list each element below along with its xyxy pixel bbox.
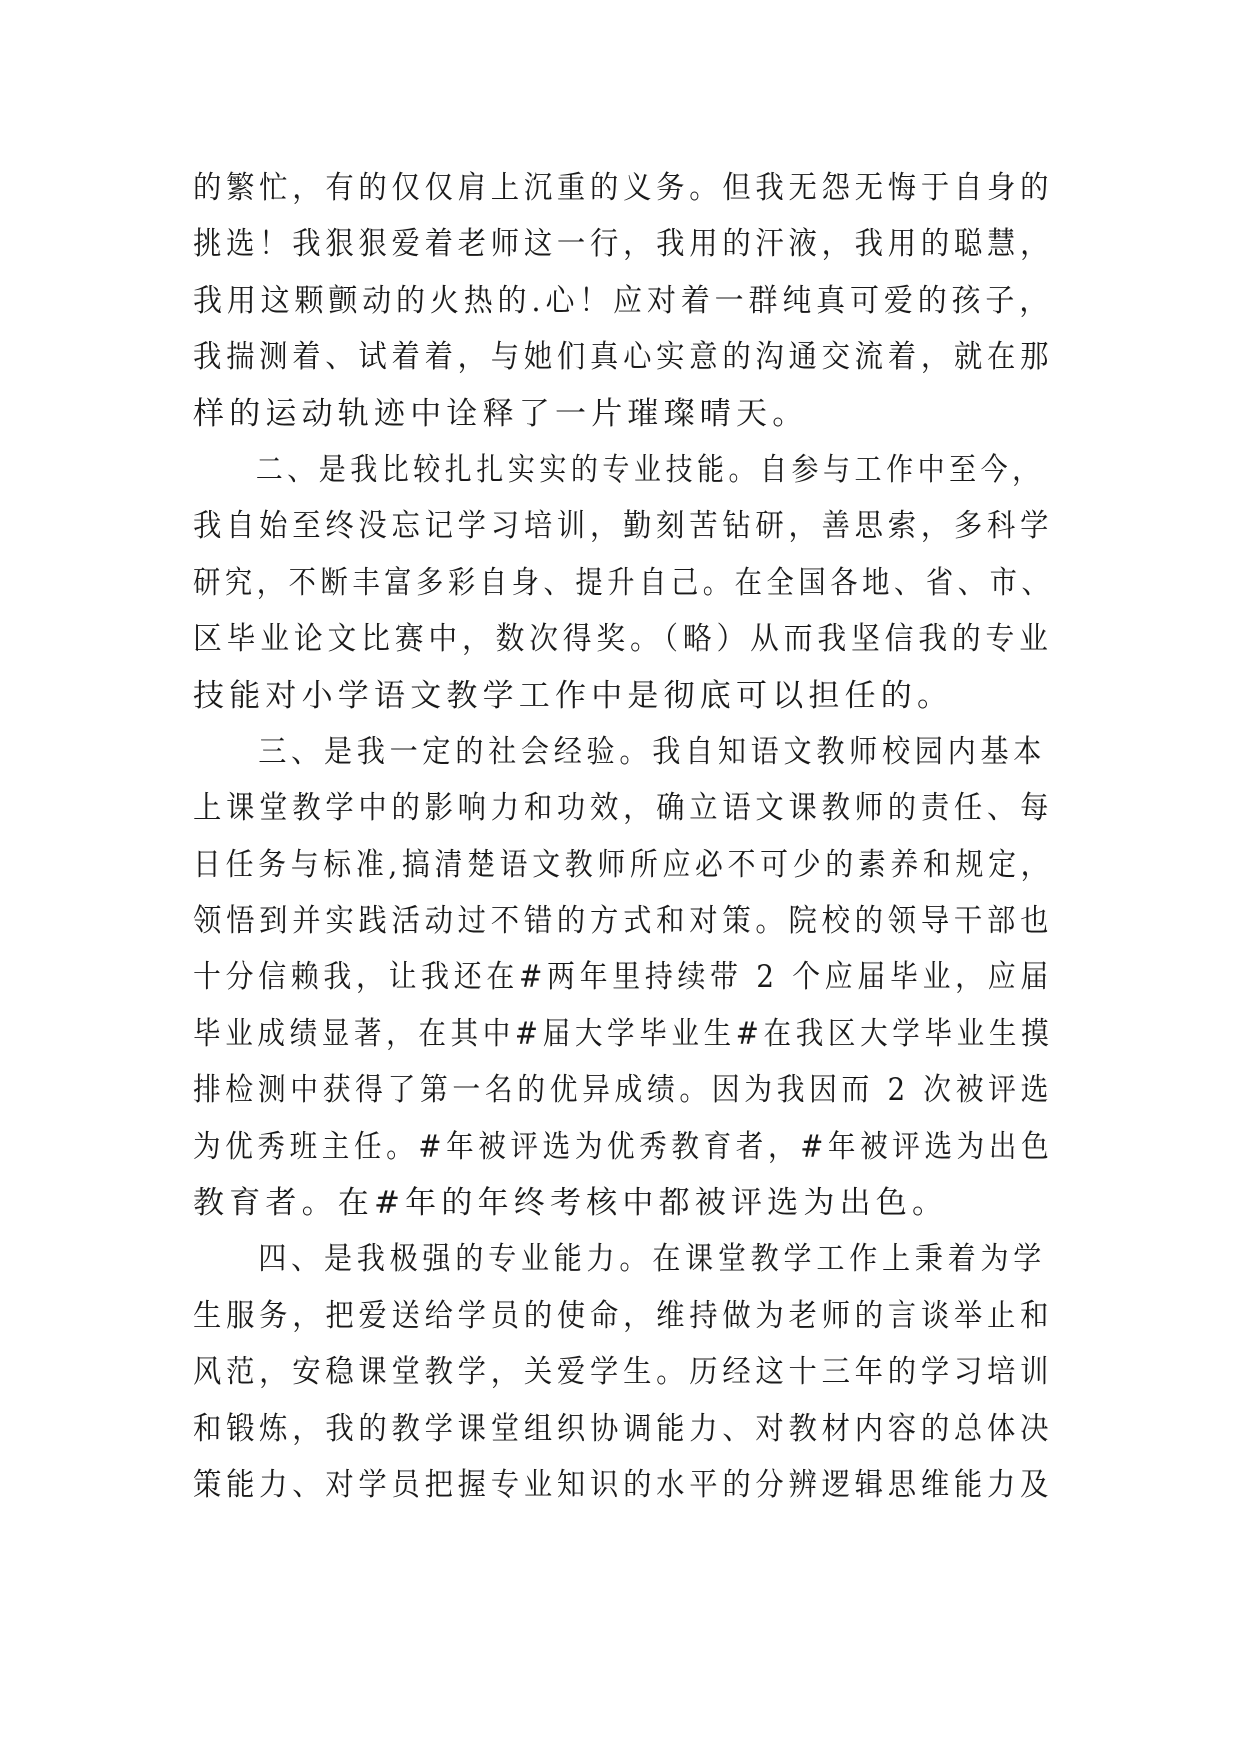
- text-line: 我揣测着、试着着，与她们真心实意的沟通交流着，就在那: [193, 339, 1054, 376]
- text-line: 策能力、对学员把握专业知识的水平的分辨逻辑思维能力及: [193, 1466, 1054, 1503]
- text-line: 十分信赖我，让我还在#两年里持续带 2 个应届毕业，应届: [193, 959, 1053, 996]
- text-line: 研究，不断丰富多彩自身、提升自己。在全国各地、省、市、: [193, 564, 1054, 601]
- text-line: 技能对小学语文教学工作中是彻底可以担任的。: [193, 677, 954, 714]
- text-line: 我自始至终没忘记学习培训，勤刻苦钻研，善思索，多科学: [193, 508, 1054, 545]
- text-line: 上课堂教学中的影响力和功效，确立语文课教师的责任、每: [193, 790, 1054, 827]
- text-line: 区毕业论文比赛中，数次得奖。（略）从而我坚信我的专业: [193, 621, 1053, 658]
- paragraph-first-line: 四、是我极强的专业能力。在课堂教学工作上秉着为学: [258, 1241, 1047, 1278]
- paragraph-first-line: 三、是我一定的社会经验。我自知语文教师校园内基本: [258, 733, 1047, 770]
- text-line: 挑选！我狠狠爱着老师这一行，我用的汗液，我用的聪慧，: [193, 226, 1054, 263]
- text-line: 为优秀班主任。#年被评选为优秀教育者，#年被评选为出色: [193, 1128, 1054, 1165]
- text-line: 排检测中获得了第一名的优异成绩。因为我因而 2 次被评选: [193, 1072, 1053, 1109]
- text-line: 生服务，把爱送给学员的使命，维持做为老师的言谈举止和: [193, 1297, 1054, 1334]
- text-line: 我用这颗颤动的火热的.心！应对着一群纯真可爱的孩子，: [193, 282, 1054, 319]
- paragraph-first-line: 二、是我比较扎扎实实的专业技能。自参与工作中至今，: [255, 451, 1044, 488]
- text-line: 样的运动轨迹中诠释了一片璀璨晴天。: [193, 395, 809, 432]
- text-line: 风范，安稳课堂教学，关爱学生。历经这十三年的学习培训: [193, 1354, 1054, 1391]
- document-body: [193, 160, 1053, 1513]
- text-line: 日任务与标准,搞清楚语文教师所应必不可少的素养和规定，: [193, 846, 1054, 883]
- text-line: 教育者。在#年的年终考核中都被评选为出色。: [193, 1185, 949, 1222]
- text-line: 毕业成绩显著，在其中#届大学毕业生#在我区大学毕业生摸: [193, 1015, 1054, 1052]
- text-line: 的繁忙，有的仅仅肩上沉重的义务。但我无怨无悔于自身的: [193, 170, 1054, 206]
- text-line: 领悟到并实践活动过不错的方式和对策。院校的领导干部也: [193, 903, 1054, 940]
- text-line: 和锻炼，我的教学课堂组织协调能力、对教材内容的总体决: [193, 1410, 1054, 1447]
